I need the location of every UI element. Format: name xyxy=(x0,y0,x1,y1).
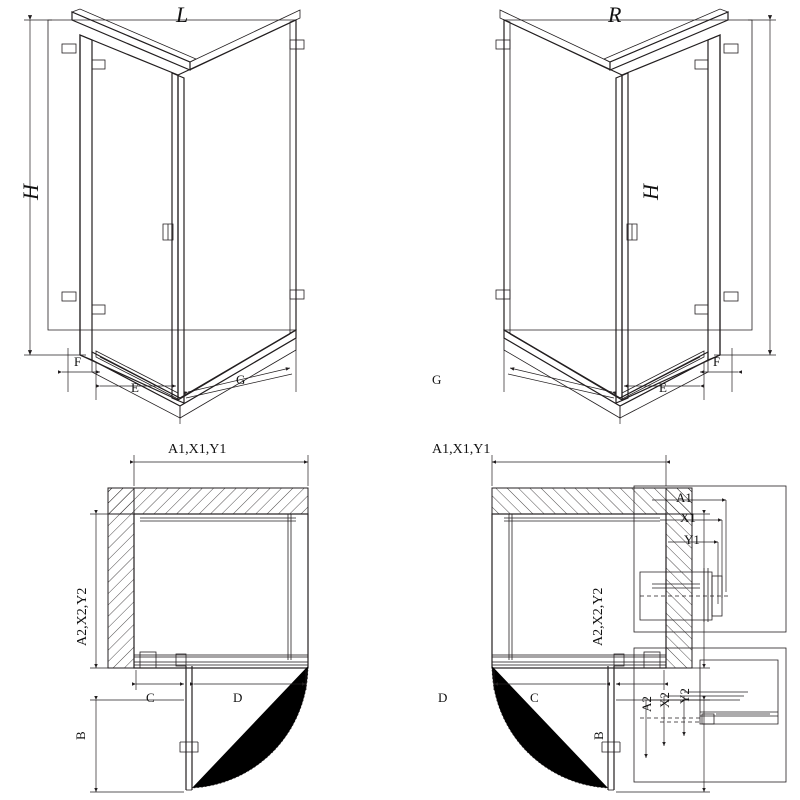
label-c-right: C xyxy=(530,690,539,705)
label-hand-left: L xyxy=(176,2,189,27)
label-height-right: H xyxy=(638,184,663,200)
label-hand-right: R xyxy=(608,2,622,27)
label-top-dim-right: A1,X1,Y1 xyxy=(432,442,491,457)
label-f-left: F xyxy=(74,354,82,369)
label-e-right: E xyxy=(659,380,667,395)
iso-view-right xyxy=(496,9,776,424)
label-height-left: H xyxy=(18,184,43,200)
label-top-dim-left: A1,X1,Y1 xyxy=(168,442,227,457)
label-a1: A1 xyxy=(676,490,692,505)
label-f-right: F xyxy=(713,354,721,369)
label-g-right: G xyxy=(432,372,442,387)
label-b-right: B xyxy=(591,731,606,740)
label-e-left: E xyxy=(131,380,139,395)
label-x2: X2 xyxy=(657,692,672,708)
label-a2: A2 xyxy=(639,696,654,712)
plan-view-left xyxy=(90,455,308,792)
label-side-dim-left: A2,X2,Y2 xyxy=(75,587,90,646)
label-y2: Y2 xyxy=(677,688,692,704)
label-x1: X1 xyxy=(680,510,696,525)
label-side-dim-right: A2,X2,Y2 xyxy=(591,587,606,646)
label-b-left: B xyxy=(73,731,88,740)
label-d-left: D xyxy=(233,690,243,705)
label-y1: Y1 xyxy=(684,532,700,547)
label-d-right: D xyxy=(438,690,448,705)
iso-view-left xyxy=(24,9,304,424)
label-c-left: C xyxy=(146,690,155,705)
label-g-left: G xyxy=(236,372,246,387)
